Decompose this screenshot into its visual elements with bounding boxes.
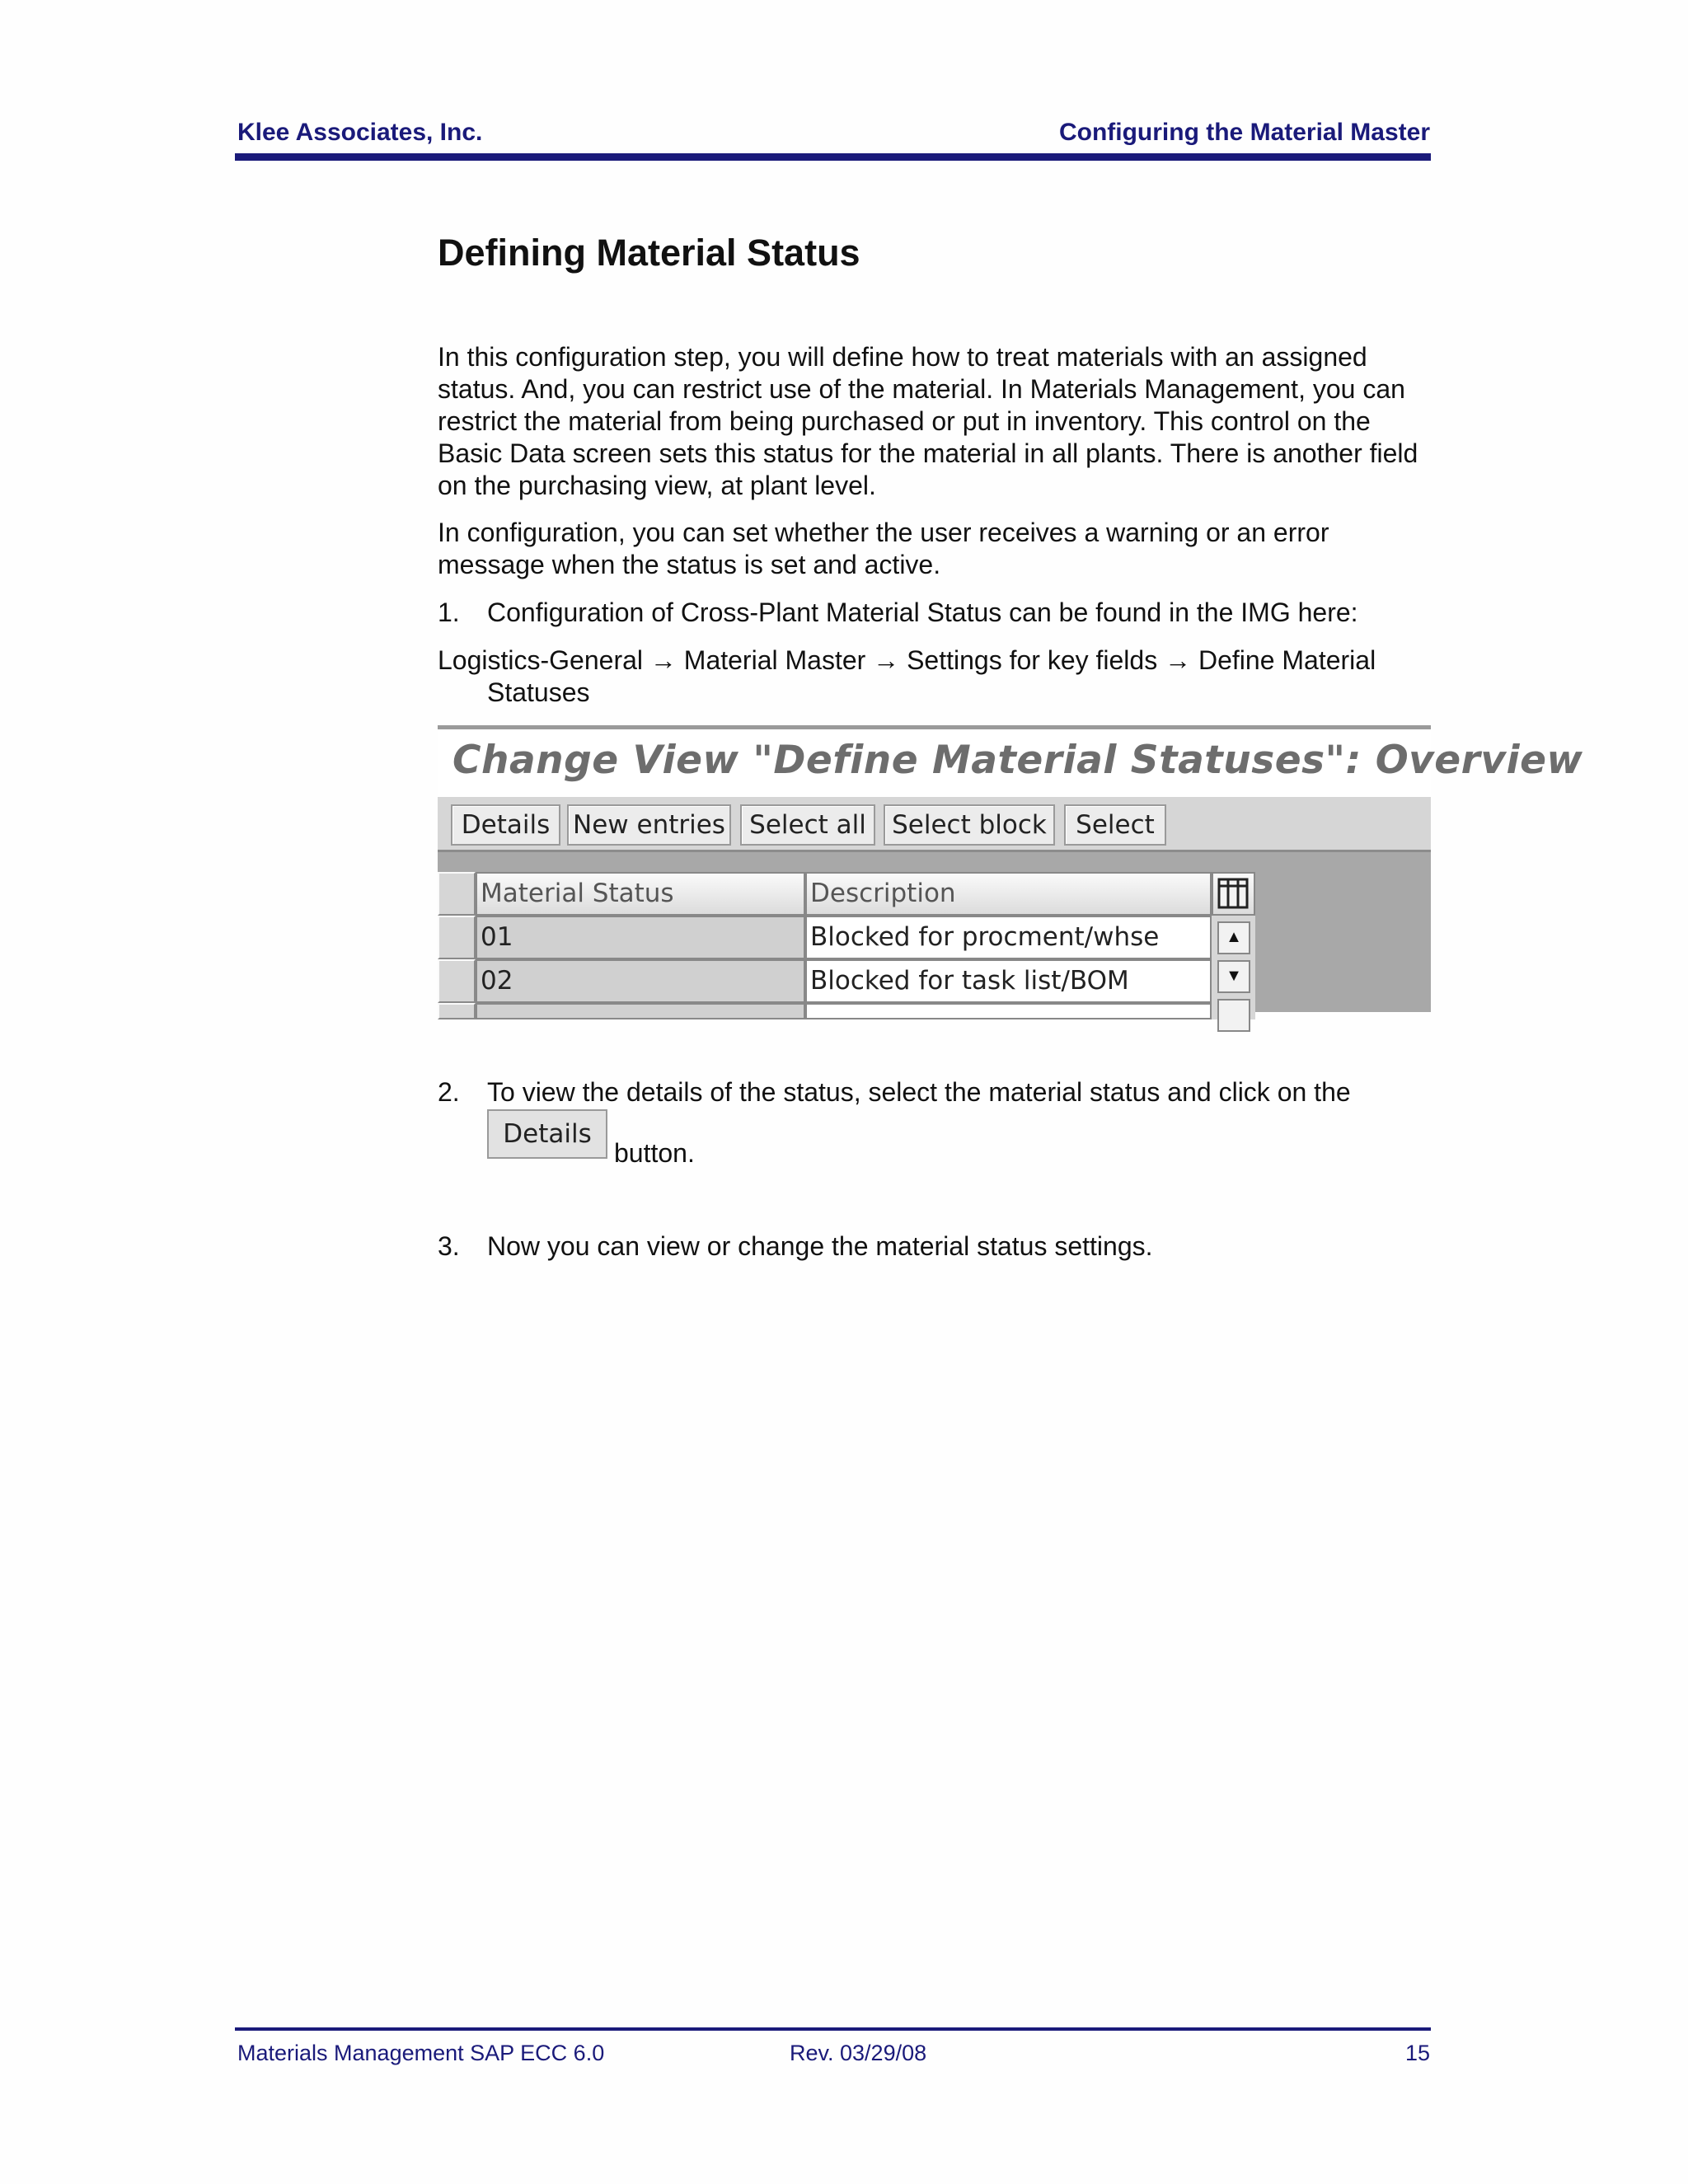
step-number: 1. bbox=[438, 598, 460, 627]
step-2 bbox=[438, 1076, 1351, 1108]
img-path: Logistics-General → Material Master → Settings for key fields → Define Material Statuses bbox=[438, 645, 1376, 707]
header-section: Configuring the Material Master bbox=[1058, 119, 1430, 146]
step-number: 2. bbox=[438, 1077, 460, 1107]
description-cell[interactable]: Blocked for procment/whse bbox=[805, 916, 1212, 959]
material-status-cell[interactable]: 01 bbox=[476, 916, 805, 959]
select-block-button[interactable]: Select block bbox=[884, 804, 1055, 846]
sap-screen-title: Change View "Define Material Statuses": Overview bbox=[452, 738, 1583, 783]
scroll-down-icon[interactable]: ▼ bbox=[1217, 960, 1250, 993]
scroll-up-icon[interactable]: ▲ bbox=[1217, 921, 1250, 954]
config-paragraph: In configuration, you can set whether the user receives a warning or an error message when the status is set and active. bbox=[438, 518, 1329, 579]
details-button-inline[interactable]: Details bbox=[487, 1109, 607, 1159]
step-number: 3. bbox=[438, 1231, 460, 1261]
description-cell[interactable]: Blocked for task list/BOM bbox=[805, 959, 1212, 1003]
step-text: Now you can view or change the material status settings. bbox=[487, 1231, 1153, 1261]
row-selector[interactable] bbox=[438, 916, 476, 959]
step-1 bbox=[438, 597, 1358, 629]
description-cell[interactable] bbox=[805, 1003, 1212, 1019]
material-status-cell[interactable] bbox=[476, 1003, 805, 1019]
select-all-cell[interactable] bbox=[438, 872, 476, 916]
column-header-material-status[interactable]: Material Status bbox=[476, 872, 805, 916]
page-title: Defining Material Status bbox=[438, 232, 860, 274]
step-3 bbox=[438, 1230, 1153, 1263]
footer-rule bbox=[235, 2027, 1431, 2031]
footer-document-title: Materials Management SAP ECC 6.0 bbox=[237, 2041, 605, 2065]
select-button[interactable]: Select bbox=[1064, 804, 1166, 846]
row-selector[interactable] bbox=[438, 959, 476, 1003]
footer-revision: Rev. 03/29/08 bbox=[790, 2041, 927, 2065]
step-text: To view the details of the status, select the material status and click on the bbox=[487, 1077, 1351, 1107]
scroll-track[interactable] bbox=[1217, 999, 1250, 1032]
row-selector[interactable] bbox=[438, 1003, 476, 1019]
column-header-description[interactable]: Description bbox=[805, 872, 1212, 916]
sap-title-bar bbox=[438, 729, 1583, 797]
step-text: Configuration of Cross-Plant Material Status can be found in the IMG here: bbox=[487, 598, 1358, 627]
header-company: Klee Associates, Inc. bbox=[237, 119, 483, 146]
table-settings-icon[interactable] bbox=[1212, 872, 1255, 916]
page-number: 15 bbox=[1404, 2041, 1430, 2065]
material-status-cell[interactable]: 02 bbox=[476, 959, 805, 1003]
select-all-button[interactable]: Select all bbox=[740, 804, 875, 846]
sap-toolbar bbox=[438, 797, 1431, 852]
new-entries-button[interactable]: New entries bbox=[567, 804, 731, 846]
header-rule bbox=[235, 153, 1431, 161]
sap-screenshot bbox=[438, 725, 1583, 1012]
material-status-table bbox=[438, 872, 1255, 1012]
step-text-suffix: button. bbox=[614, 1138, 695, 1168]
details-button[interactable]: Details bbox=[451, 804, 560, 846]
intro-paragraph: In this configuration step, you will define how to treat materials with an assigned status. And, you can restrict use of the material. In Materials Management, you can restrict the material from being purchased or put in inventory. This control on the Basic Data screen sets this status for the material in all plants. There is another field on the purchasing view, at plant level. bbox=[438, 342, 1418, 500]
